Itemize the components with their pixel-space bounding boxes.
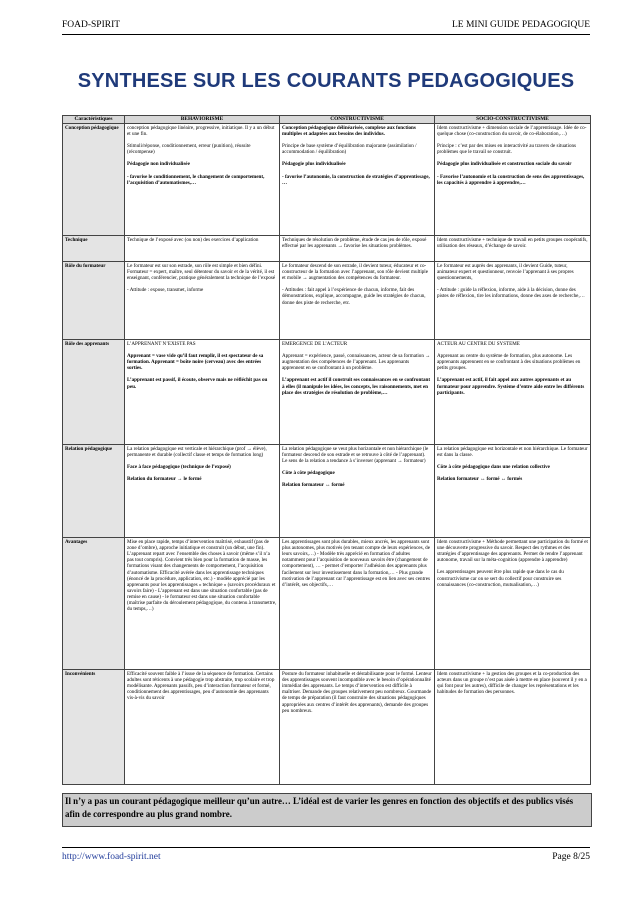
page-footer xyxy=(62,847,590,865)
col-header-behaviorisme: BEHAVIORISME xyxy=(125,116,280,124)
cell-text: Idem constructivisme + dimension sociale de l’apprentissage. Idée de co-quelque chose (co-construction du savoir, de co-élaboration,…) xyxy=(437,125,587,138)
cell-text: Côte à côte pédagogique dans une relation collective xyxy=(437,464,550,471)
cell-text: L’apprenant est passif, il écoute, observe mais ne réfléchit pas ou peu. xyxy=(127,377,268,390)
cell-text: Les apprentissages peuvent être plus rapide que dans le cas du constructivisme car on se sert du collectif pour construire ses connaissances (co-construction, mutualisation,…) xyxy=(437,569,564,588)
cell-text: Relation formateur ↔ formé xyxy=(282,482,345,489)
table-row xyxy=(63,538,591,670)
table-row xyxy=(63,340,591,445)
cell-technique-behaviorisme xyxy=(125,236,280,262)
cell-text: Relation formateur ↔ formé ↔ formés xyxy=(437,476,523,483)
cell-text: Le formateur est sur son estrade, son rôle est simple et bien défini. Formateur = expert, maître, seul détenteur du savoir et de la vérité, il est enseignant, conférencier, pratique généralement la technique de l’exposé xyxy=(127,263,276,282)
cell-text: Face à face pédagogique (technique de l’exposé) xyxy=(127,464,231,471)
table-row xyxy=(63,670,591,785)
col-header-socio-constructivisme: SOCIO-CONSTRUCTIVISME xyxy=(435,116,591,124)
row-label-role-apprenants: Rôle des apprenants xyxy=(63,340,125,445)
cell-text: Le formateur est auprès des apprenants, il devient Guide, tuteur, animateur expert et questionneur, renvoie l’apprenant à ses propres questionnements, xyxy=(437,263,574,282)
cell-text: Apprenant au centre du système de formation, plus autonome. Les apprenants apprennent en se confrontant à des situations problèmes en petits groupes. xyxy=(437,353,581,372)
col-header-caracteristiques: Caractéristiques xyxy=(63,116,125,124)
cell-text: EMERGENCE DE L’ACTEUR xyxy=(282,341,348,347)
page-title: SYNTHESE SUR LES COURANTS PEDAGOGIQUES xyxy=(77,70,575,92)
cell-text: La relation pédagogique se veut plus horizontale et non hiérarchique (le formateur descend de son estrade et se retrouve à côté de l’apprenant). Le sens de la relation a tendance à s’inverser (apprenant → formateur) xyxy=(282,446,429,465)
cell-text: Conception pédagogique délinéarisée, complexe aux fonctions multiples et adaptées aux besoins des individus. xyxy=(282,125,416,138)
cell-avantages-constructivisme xyxy=(280,538,435,670)
cell-text: - favorise l’autonomie, la construction de stratégies d’apprentissage, … xyxy=(282,173,430,186)
cell-text: L’apprenant est actif, il fait appel aux autres apprenants et au formateur pour apprendre. Système d’entre aide entre les différents participants. xyxy=(437,377,585,396)
table-header-row xyxy=(63,116,591,124)
cell-text: Efficacité souvent faible à l’issue de la séquence de formation. Certains adultes sont réticents à une pédagogie trop abstraite, trop scolaire et trop modélisante. Apprenants passifs, peu d’interaction formateur et formé, conditionnement des apprentissages, peu d’autonomie des apprenants vis-à-vis du savoir xyxy=(127,671,275,702)
table-row xyxy=(63,124,591,236)
cell-text: Pédagogie non individualisée xyxy=(127,161,190,168)
table-row xyxy=(63,236,591,262)
cell-avantages-behaviorisme xyxy=(125,538,280,670)
cell-text: La relation pédagogique est verticale et hiérarchique (prof → élève), permanente et durable (collectif classe et temps de formation long) xyxy=(127,446,267,459)
table-row xyxy=(63,445,591,538)
cell-text: - favorise le conditionnement, le changement de comportement, l’acquisition d’automatismes,… xyxy=(127,173,265,186)
row-label-avantages: Avantages xyxy=(63,538,125,670)
cell-conception-behaviorisme xyxy=(125,124,280,236)
cell-text: L’APPRENANT N’EXISTE PAS xyxy=(127,341,196,347)
row-label-role-formateur: Rôle du formateur xyxy=(63,262,125,340)
cell-technique-constructivisme xyxy=(280,236,435,262)
cell-inconvenients-constructivisme xyxy=(280,670,435,785)
cell-text: conception pédagogique linéaire, progressive, initiatique. Il y a un début et une fin. xyxy=(127,125,275,138)
cell-text: Principe de base système d’équilibration majorante (assimilation / accommodation / équilibration) xyxy=(282,143,417,156)
cell-text: Principe : c’est par des mises en interactivité au travers de situations problèmes que le travail se construit. xyxy=(437,143,577,156)
cell-inconvenients-behaviorisme xyxy=(125,670,280,785)
cell-text: - Attitudes : fait appel à l’expérience de chacun, informe, fait des démonstrations, explique, accompagne, guide les stratégies de chacun, donne des piste de recherche, etc. xyxy=(282,287,426,306)
cell-text: Mise en place rapide, temps d’intervention maîtrisé, exhaustif (pas de zone d’ombre), approche initiatique et construit (un début, une fin). L’apprenant repart avec l’ensemble des choses à savoir (même s’il n’a pas tout compris). Convient très bien pour la formation de masse, les formations visant des changements de comportement, l’acquisition d’automatisme. Efficacité avérée dans les apprentissage techniques (énoncé de la procédure, application, etc.) - modèle apprécié par les apprenants pour les apprentissages « technique » (savoirs procéduraux et savoirs faire) - L’apprenant est dans une situation confortable (pas de remise en cause) - le formateur est dans une situation confortable (maîtrise parfaite du déroulement pédagogique, du contenu à transmettre, du temps,…) xyxy=(127,539,277,613)
cell-role-formateur-constructivisme xyxy=(280,262,435,340)
cell-conception-socio xyxy=(435,124,591,236)
cell-role-apprenants-socio xyxy=(435,340,591,445)
header-left: FOAD-SPIRIT xyxy=(62,20,121,30)
cell-text: Apprenant = expérience, passé, connaissances, acteur de sa formation → augmentation des compétences de l’apprenant. Les apprenants apprennent en se confrontant à un problème. xyxy=(282,353,431,372)
cell-text: Idem constructivisme + Méthode permettant une participation du formé et une découverte progressive du savoir. Respect des rythmes et des stratégies d’apprentissage des apprenants. Permet de rendre l’apprenant autonome, travail sur la méta-cognition (apprendre à apprendre) xyxy=(437,539,588,564)
page-number: Page 8/25 xyxy=(552,852,590,862)
cell-text: ACTEUR AU CENTRE DU SYSTEME xyxy=(437,341,520,347)
cell-text: Pédagogie plus individualisée et construction sociale du savoir xyxy=(437,161,572,168)
cell-text: - Attitude : expose, transmet, informe xyxy=(127,287,204,294)
cell-text: - Favorise l’autonomie et la construction de sens des apprentissages, les capacités à apprendre à apprendre,… xyxy=(437,173,585,186)
cell-role-apprenants-constructivisme xyxy=(280,340,435,445)
cell-text: Relation du formateur → le formé xyxy=(127,476,202,483)
cell-inconvenients-socio xyxy=(435,670,591,785)
cell-text: Technique de l’exposé avec (ou non) des exercices d’application xyxy=(127,237,259,243)
cell-text: Stimuli/réponse, conditionnement, erreur (punition), réussite (récompense) xyxy=(127,143,251,156)
synthesis-table xyxy=(62,115,591,785)
cell-role-formateur-socio xyxy=(435,262,591,340)
cell-text: Pédagogie plus individualisée xyxy=(282,161,346,168)
cell-text: Les apprentissages sont plus durables, mieux ancrés, les apprenants sont plus autonomes, plus motivés (en tenant compte de leurs expériences, de leurs savoirs,…) - Modèle très apprécié en formation d’adultes notamment pour l’acquisition de nouveaux savoirs être (changement de comportement), … - permet d’emporter l’adhésion des apprenants plus facilement sur leur investissement dans la formation,… - Plus grande motivation de l’apprenant car l’apprentissage est en lien avec ses centres d’intérêt, ses objectifs,… xyxy=(282,539,430,588)
row-label-relation: Relation pédagogique xyxy=(63,445,125,538)
cell-text: L’apprenant est actif il construit ses connaissances en se confrontant à elles (il manipule les idées, les concepts, les raisonnements, met en place des stratégies de résolution de problème,… xyxy=(282,377,431,396)
cell-text: Côte à côte pédagogique xyxy=(282,470,335,477)
col-header-constructivisme: CONSTRUCTIVISME xyxy=(280,116,435,124)
row-label-conception: Conception pédagogique xyxy=(63,124,125,236)
row-label-technique: Technique xyxy=(63,236,125,262)
cell-role-formateur-behaviorisme xyxy=(125,262,280,340)
footer-link[interactable]: http://www.foad-spirit.net xyxy=(62,852,161,862)
cell-text: - Attitude : guide la réflexion, informe, aide à la décision, donne des pistes de réflexion, tire les informations, donne des axes de recherche,… xyxy=(437,287,585,300)
cell-text: Idem constructivisme + la gestion des groupes et la co-production des acteurs dans un groupe n’est pas aisée à mettre en place (souvent il y en a qui font pour les autres), difficile de changer les représentations et les habitudes de formation des personnes. xyxy=(437,671,587,696)
cell-text: Le formateur descend de son estrade, il devient tuteur, éducateur et co-constructeur de la formation avec l’apprenant, son rôle devient multiple et mobile → augmentation des compétences du formateur. xyxy=(282,263,428,282)
cell-text: La relation pédagogique est horizontale et non hiérarchique. Le formateur est dans la classe. xyxy=(437,446,588,459)
header-right: LE MINI GUIDE PEDAGOGIQUE xyxy=(452,20,590,30)
cell-text: Idem constructivisme + technique de travail en petits groupes coopératifs, utilisation des réseaux, d’échange de savoir. xyxy=(437,237,588,250)
cell-relation-socio xyxy=(435,445,591,538)
cell-text: Apprenant = vase vide qu’il faut remplir, il est spectateur de sa formation. Apprenant = boîte noire (cerveau) avec des entrées sorties. xyxy=(127,353,264,372)
cell-avantages-socio xyxy=(435,538,591,670)
cell-text: Posture du formateur inhabituelle et déstabilisante pour le formé. Lenteur des apprentissages souvent incompatible avec le besoin d’opérationnalité immédiat des apprenants. Le temps d’intervention est difficile à maîtriser. Demande des groupes relativement peu nombreux. Gourmande de temps de préparation (il faut construire des situations pédagogiques appropriées aux centres d’intérêt des apprenants), demande des groupes peu nombreux. xyxy=(282,671,432,714)
cell-text: Techniques de résolution de problème, étude de cas jeu de rôle, exposé effectué par les apprenants → favorise les situations problèmes. xyxy=(282,237,427,250)
table-row xyxy=(63,262,591,340)
conclusion-box: Il n’y a pas un courant pédagogique meilleur qu’un autre… L’idéal est de varier les genres en fonction des objectifs et des publics visés afin de correspondre au plus grand nombre. xyxy=(62,793,592,827)
row-label-inconvenients: Inconvénients xyxy=(63,670,125,785)
cell-relation-behaviorisme xyxy=(125,445,280,538)
cell-technique-socio xyxy=(435,236,591,262)
page-header xyxy=(62,20,590,35)
cell-relation-constructivisme xyxy=(280,445,435,538)
cell-conception-constructivisme xyxy=(280,124,435,236)
cell-role-apprenants-behaviorisme xyxy=(125,340,280,445)
